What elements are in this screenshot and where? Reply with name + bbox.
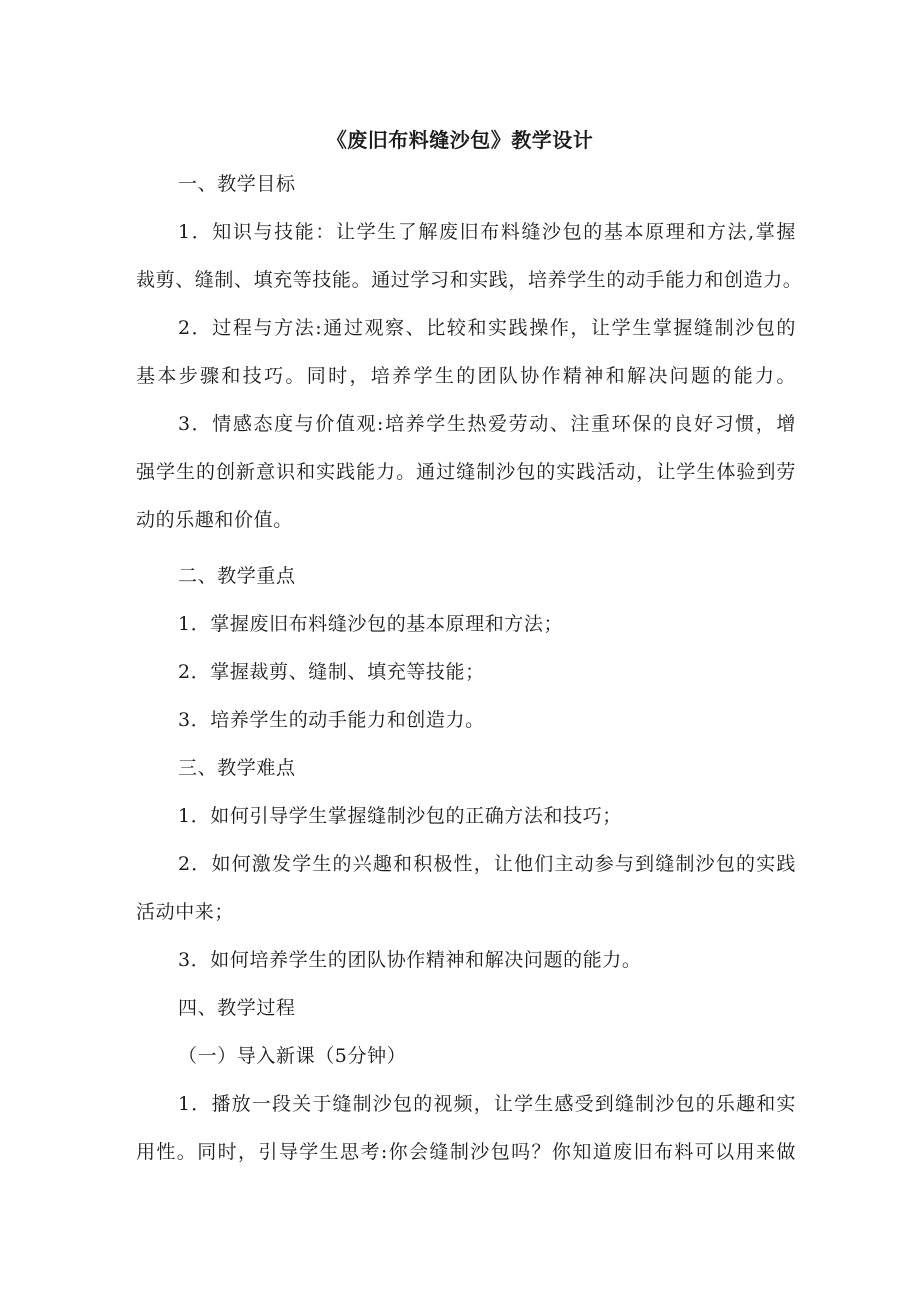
paragraph-line: 动的乐趣和价值。 bbox=[136, 509, 293, 531]
list-item: 2．掌握裁剪、缝制、填充等技能； bbox=[178, 661, 485, 683]
document-title: 《废旧布料缝沙包》教学设计 bbox=[326, 128, 594, 152]
section-heading-goals: 一、教学目标 bbox=[178, 173, 296, 195]
paragraph-line: 1．播放一段关于缝制沙包的视频，让学生感受到缝制沙包的乐趣和实 bbox=[178, 1093, 796, 1115]
list-item: 3．如何培养学生的团队协作精神和解决问题的能力。 bbox=[178, 949, 642, 971]
section-heading-key-points: 二、教学重点 bbox=[178, 565, 296, 587]
paragraph-line: 活动中来； bbox=[136, 901, 235, 923]
section-heading-difficulties: 三、教学难点 bbox=[178, 757, 296, 779]
paragraph-line: 1．知识与技能：让学生了解废旧布料缝沙包的基本原理和方法,掌握 bbox=[178, 221, 796, 243]
paragraph-line: 裁剪、缝制、填充等技能。通过学习和实践，培养学生的动手能力和创造力。 bbox=[136, 269, 803, 291]
list-item: 3．培养学生的动手能力和创造力。 bbox=[178, 709, 485, 731]
paragraph-line: 3．情感态度与价值观:培养学生热爱劳动、注重环保的良好习惯，增 bbox=[178, 413, 796, 435]
subsection-heading: （一）导入新课（5分钟） bbox=[178, 1045, 407, 1067]
section-heading-process: 四、教学过程 bbox=[178, 997, 296, 1019]
paragraph-line: 2．过程与方法:通过观察、比较和实践操作，让学生掌握缝制沙包的 bbox=[178, 317, 796, 339]
paragraph-line: 用性。同时，引导学生思考:你会缝制沙包吗？你知道废旧布料可以用来做 bbox=[136, 1141, 796, 1163]
list-item: 1．如何引导学生掌握缝制沙包的正确方法和技巧； bbox=[178, 805, 622, 827]
paragraph-line: 强学生的创新意识和实践能力。通过缝制沙包的实践活动，让学生体验到劳 bbox=[136, 461, 796, 483]
paragraph-line: 基本步骤和技巧。同时，培养学生的团队协作精神和解决问题的能力。 bbox=[136, 365, 796, 387]
list-item: 1．掌握废旧布料缝沙包的基本原理和方法； bbox=[178, 613, 564, 635]
list-item: 2．如何激发学生的兴趣和积极性，让他们主动参与到缝制沙包的实践 bbox=[178, 853, 796, 875]
